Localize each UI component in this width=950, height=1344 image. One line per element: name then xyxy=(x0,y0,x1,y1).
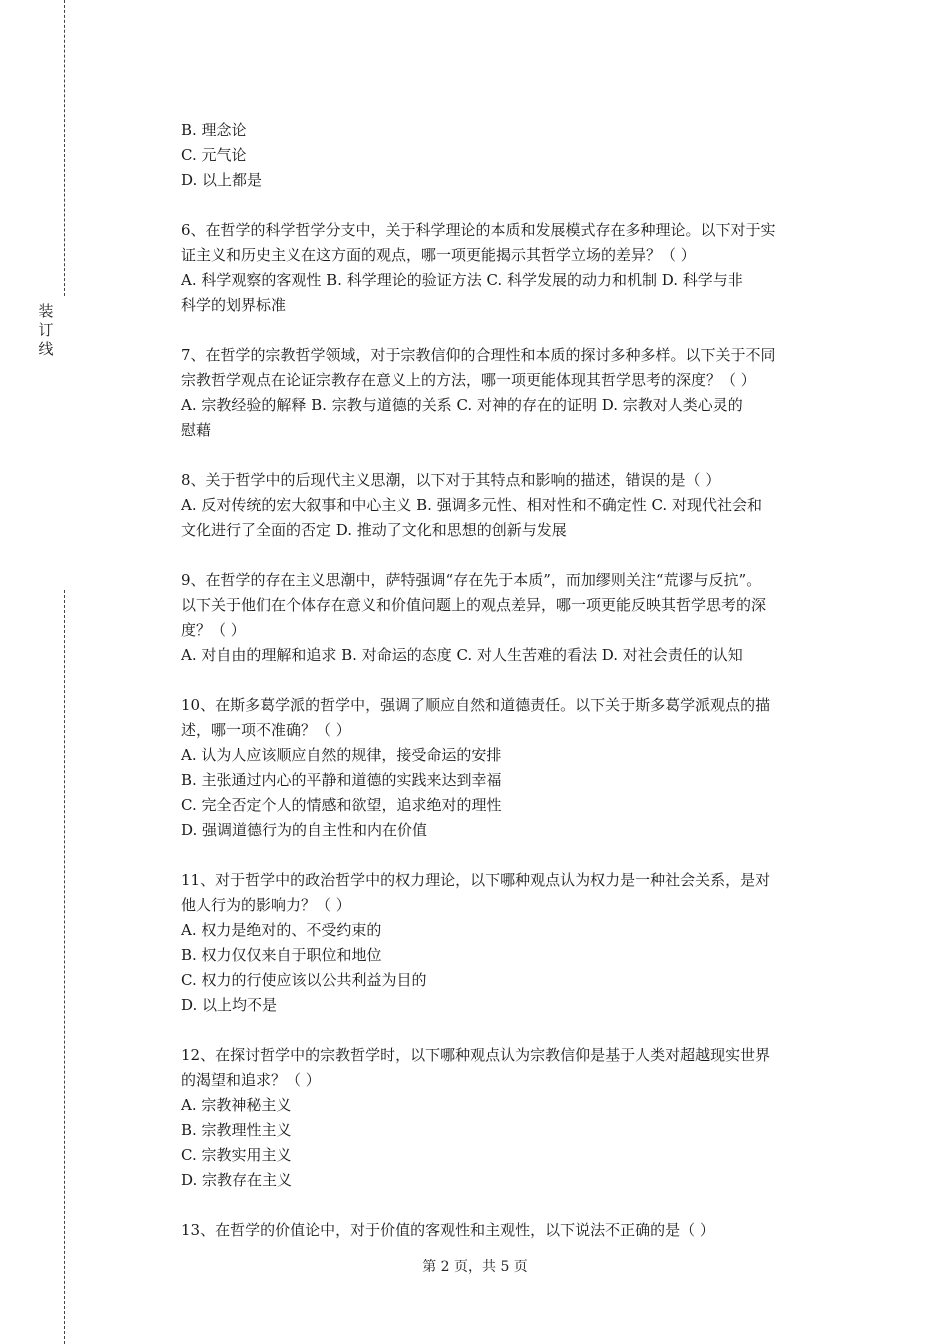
question-stem-line: 9、在哲学的存在主义思潮中，萨特强调“存在先于本质”，而加缪则关注“荒谬与反抗”。 xyxy=(181,571,762,589)
question-block xyxy=(181,693,851,843)
exam-content xyxy=(181,118,851,1243)
question-stem-line: 6、在哲学的科学哲学分支中，关于科学理论的本质和发展模式存在多种理论。以下对于实 xyxy=(181,221,776,239)
binding-dashed-line-bottom xyxy=(64,590,65,1344)
binding-label xyxy=(36,302,56,359)
option-line: A. 认为人应该顺应自然的规律，接受命运的安排 xyxy=(181,746,502,764)
option-line: 科学的划界标准 xyxy=(181,296,287,314)
question-block xyxy=(181,218,851,318)
continued-options xyxy=(181,118,851,193)
option-line: B. 理念论 xyxy=(181,121,247,139)
binding-char: 订 xyxy=(38,321,54,339)
binding-dashed-line-top xyxy=(64,0,65,296)
question-block xyxy=(181,1218,851,1243)
question-stem-line: 以下关于他们在个体存在意义和价值问题上的观点差异，哪一项更能反映其哲学思考的深 xyxy=(181,596,767,614)
question-block xyxy=(181,868,851,1018)
option-line: B. 宗教理性主义 xyxy=(181,1121,292,1139)
option-line: A. 权力是绝对的、不受约束的 xyxy=(181,921,382,939)
question-block xyxy=(181,1043,851,1193)
option-line: D. 强调道德行为的自主性和内在价值 xyxy=(181,821,428,839)
question-stem-line: 13、在哲学的价值论中，对于价值的客观性和主观性，以下说法不正确的是（ ） xyxy=(181,1221,715,1239)
option-line: B. 主张通过内心的平静和道德的实践来达到幸福 xyxy=(181,771,502,789)
binding-char: 线 xyxy=(38,340,54,358)
binding-char: 装 xyxy=(38,302,54,320)
option-line: C. 宗教实用主义 xyxy=(181,1146,292,1164)
option-line: 文化进行了全面的否定 D. 推动了文化和思想的创新与发展 xyxy=(181,521,567,539)
question-stem-line: 他人行为的影响力？（ ） xyxy=(181,896,351,914)
option-line: C. 权力的行使应该以公共利益为目的 xyxy=(181,971,427,989)
option-line: A. 对自由的理解和追求 B. 对命运的态度 C. 对人生苦难的看法 D. 对社会责任的认知 xyxy=(181,646,743,664)
question-stem-line: 7、在哲学的宗教哲学领域，对于宗教信仰的合理性和本质的探讨多种多样。以下关于不同 xyxy=(181,346,776,364)
page-footer: 第 2 页，共 5 页 xyxy=(422,1259,528,1275)
option-line: B. 权力仅仅来自于职位和地位 xyxy=(181,946,382,964)
option-line: A. 科学观察的客观性 B. 科学理论的验证方法 C. 科学发展的动力和机制 D. 科学与非 xyxy=(181,271,743,289)
question-stem-line: 度？（ ） xyxy=(181,621,246,639)
question-stem-line: 10、在斯多葛学派的哲学中，强调了顺应自然和道德责任。以下关于斯多葛学派观点的描 xyxy=(181,696,771,714)
question-stem-line: 11、对于哲学中的政治哲学中的权力理论，以下哪种观点认为权力是一种社会关系，是对 xyxy=(181,871,771,889)
question-stem-line: 述，哪一项不准确？（ ） xyxy=(181,721,351,739)
question-block xyxy=(181,468,851,543)
question-stem-line: 8、关于哲学中的后现代主义思潮，以下对于其特点和影响的描述，错误的是（ ） xyxy=(181,471,721,489)
option-line: A. 宗教神秘主义 xyxy=(181,1096,292,1114)
option-line: A. 宗教经验的解释 B. 宗教与道德的关系 C. 对神的存在的证明 D. 宗教对人类心灵的 xyxy=(181,396,743,414)
question-block xyxy=(181,568,851,668)
question-stem-line: 证主义和历史主义在这方面的观点，哪一项更能揭示其哲学立场的差异？（ ） xyxy=(181,246,696,264)
option-line: D. 以上均不是 xyxy=(181,996,278,1014)
question-stem-line: 12、在探讨哲学中的宗教哲学时，以下哪种观点认为宗教信仰是基于人类对超越现实世界 xyxy=(181,1046,771,1064)
option-line: 慰藉 xyxy=(181,421,212,439)
option-line: C. 元气论 xyxy=(181,146,247,164)
question-list xyxy=(181,218,851,1243)
question-stem-line: 宗教哲学观点在论证宗教存在意义上的方法，哪一项更能体现其哲学思考的深度？（ ） xyxy=(181,371,756,389)
option-line: D. 宗教存在主义 xyxy=(181,1171,293,1189)
question-block xyxy=(181,343,851,443)
option-line: A. 反对传统的宏大叙事和中心主义 B. 强调多元性、相对性和不确定性 C. 对现代社会和 xyxy=(181,496,762,514)
option-line: D. 以上都是 xyxy=(181,171,263,189)
option-line: C. 完全否定个人的情感和欲望，追求绝对的理性 xyxy=(181,796,502,814)
question-stem-line: 的渴望和追求？（ ） xyxy=(181,1071,321,1089)
